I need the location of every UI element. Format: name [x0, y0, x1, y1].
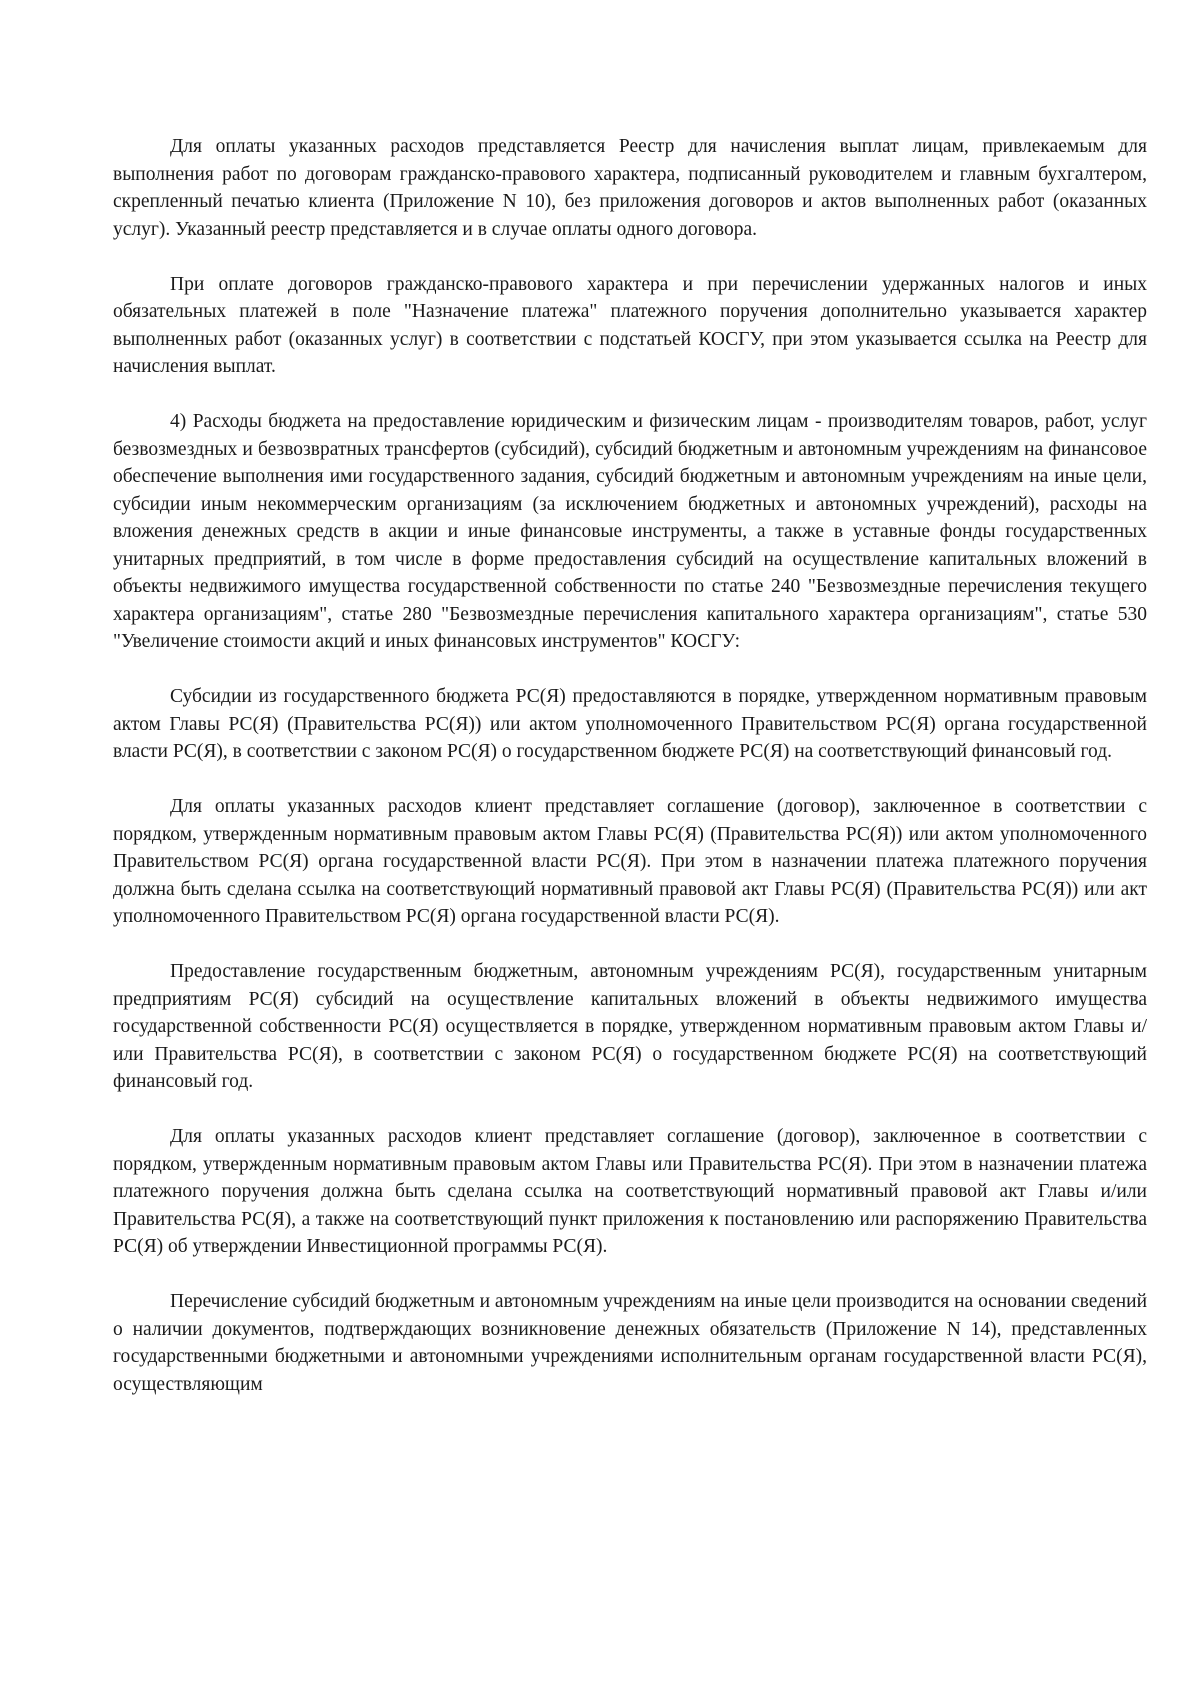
document-body	[113, 133, 1147, 1398]
paragraph-capital-investment-subsidies: Предоставление государственным бюджетным, автономным учреждениям РС(Я), государственным унитарным предприятиям РС(Я) субсидий на осуществление капитальных вложений в объекты недвижимого имущества государственной собственности РС(Я) осуществляется в порядке, утвержденном нормативным правовым актом Главы и/или Правительства РС(Я), в соответствии с законом РС(Я) о государственном бюджете РС(Я) на соответствующий финансовый год.	[113, 961, 1147, 1092]
paragraph-agreement-requirements: Для оплаты указанных расходов клиент представляет соглашение (договор), заключенное в соответствии с порядком, утвержденным нормативным правовым актом Главы РС(Я) (Правительства РС(Я)) или актом уполномоченного Правительством РС(Я) органа государственной власти РС(Я). При этом в назначении платежа платежного поручения должна быть сделана ссылка на соответствующий нормативный правовой акт Главы РС(Я) (Правительства РС(Я)) или акт уполномоченного Правительством РС(Я) органа государственной власти РС(Я).	[113, 796, 1147, 927]
paragraph-civil-contracts-registry: Для оплаты указанных расходов представляется Реестр для начисления выплат лицам, привлекаемым для выполнения работ по договорам гражданско-правового характера, подписанный руководителем и главным бухгалтером, скрепленный печатью клиента (Приложение N 10), без приложения договоров и актов выполненных работ (оказанных услуг). Указанный реестр представляется и в случае оплаты одного договора.	[113, 136, 1147, 240]
paragraph-subsidies-procedure: Субсидии из государственного бюджета РС(Я) предоставляются в порядке, утвержденном нормативным правовым актом Главы РС(Я) (Правительства РС(Я)) или актом уполномоченного Правительством РС(Я) органа государственной власти РС(Я), в соответствии с законом РС(Я) о государственном бюджете РС(Я) на соответствующий финансовый год.	[113, 686, 1147, 762]
paragraph-budget-expenses-item-4: 4) Расходы бюджета на предоставление юридическим и физическим лицам - производителям товаров, работ, услуг безвозмездных и безвозвратных трансфертов (субсидий), субсидий бюджетным и автономным учреждениям на финансовое обеспечение выполнения ими государственного задания, субсидий бюджетным и автономным учреждениям на иные цели, субсидии иным некоммерческим организациям (за исключением бюджетных и автономных учреждений), расходы на вложения денежных средств в акции и иные финансовые инструменты, а также в уставные фонды государственных унитарных предприятий, в том числе в форме предоставления субсидий на осуществление капитальных вложений в объекты недвижимого имущества государственной собственности по статье 240 "Безвозмездные перечисления текущего характера организациям", статье 280 "Безвозмездные перечисления капитального характера организациям", статье 530 "Увеличение стоимости акций и иных финансовых инструментов" КОСГУ:	[113, 411, 1147, 652]
paragraph-other-purpose-subsidies: Перечисление субсидий бюджетным и автономным учреждениям на иные цели производится на основании сведений о наличии документов, подтверждающих возникновение денежных обязательств (Приложение N 14), представленных государственными бюджетными и автономными учреждениями исполнительным органам государственной власти РС(Я), осуществляющим	[113, 1291, 1147, 1395]
paragraph-payment-purpose: При оплате договоров гражданско-правового характера и при перечислении удержанных налогов и иных обязательных платежей в поле "Назначение платежа" платежного поручения дополнительно указывается характер выполненных работ (оказанных услуг) в соответствии с подстатьей КОСГУ, при этом указывается ссылка на Реестр для начисления выплат.	[113, 273, 1147, 377]
paragraph-investment-program-reference: Для оплаты указанных расходов клиент представляет соглашение (договор), заключенное в соответствии с порядком, утвержденным нормативным правовым актом Главы или Правительства РС(Я). При этом в назначении платежа платежного поручения должна быть сделана ссылка на соответствующий нормативный правовой акт Главы и/или Правительства РС(Я), а также на соответствующий пункт приложения к постановлению или распоряжению Правительства РС(Я) об утверждении Инвестиционной программы РС(Я).	[113, 1126, 1147, 1257]
